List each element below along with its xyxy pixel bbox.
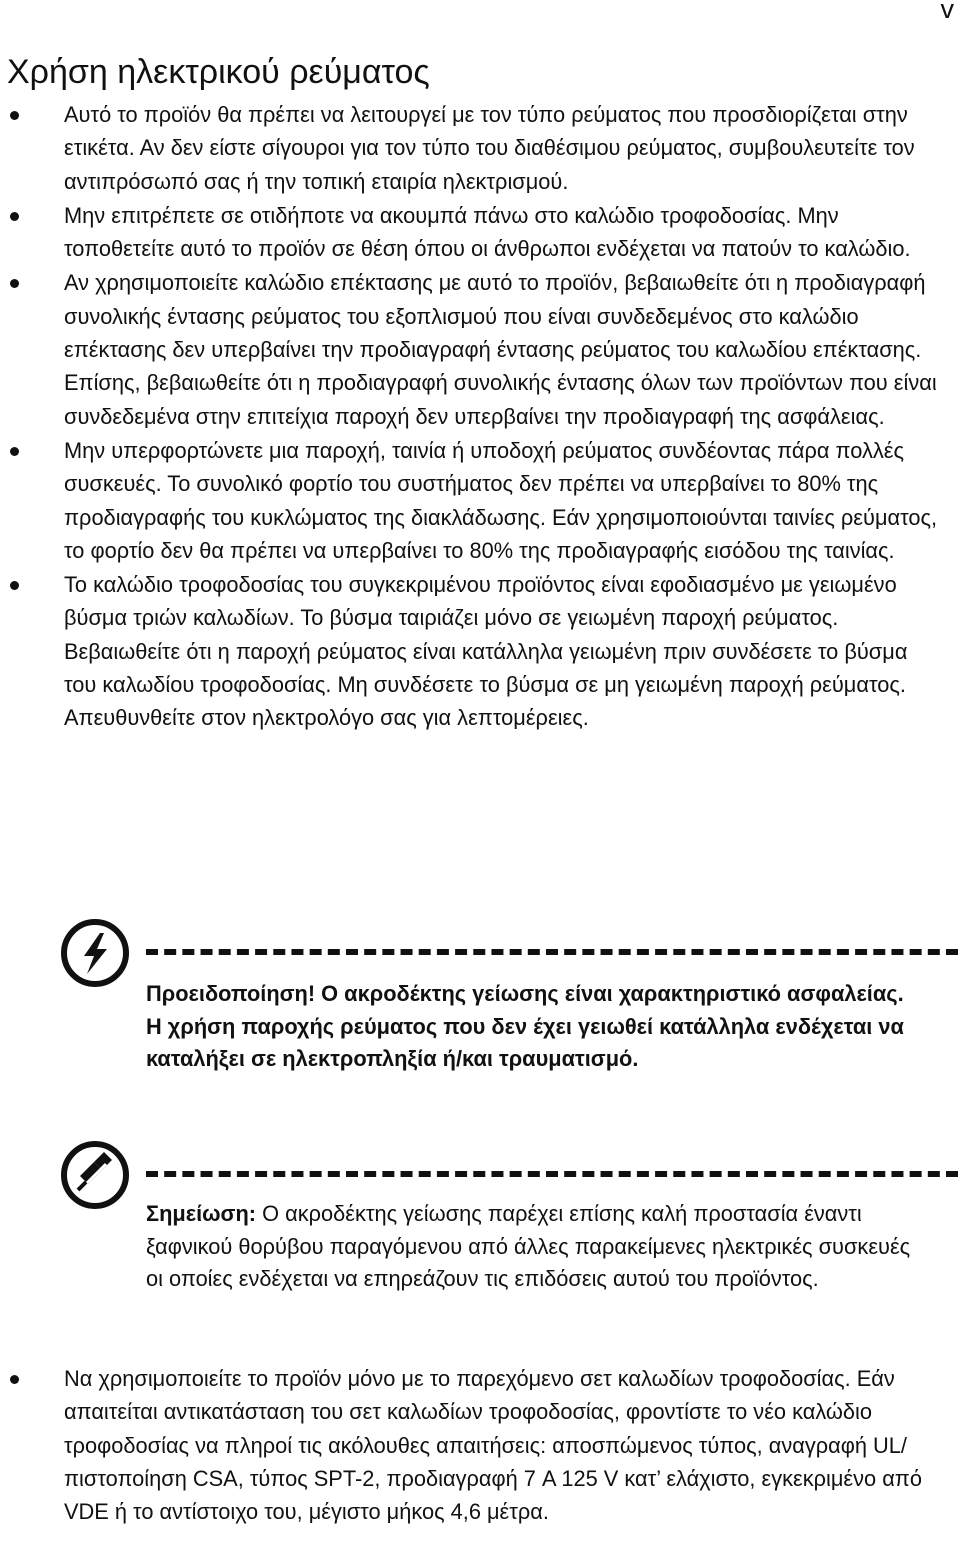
note-label: Σημείωση: [146,1201,257,1226]
list-item-text: Αυτό το προϊόν θα πρέπει να λειτουργεί με τον τύπο ρεύματος που προσδιορίζεται στην ετικέτα. Αν δεν είστε σίγουροι για τον τύπο του διαθέσιμου ρεύματος, συμβουλευτείτε τον αντιπρόσωπό σας ή την τοπική εταιρία ηλεκτρισμού. [64,102,915,194]
list-item [0,98,944,198]
list-item [0,1362,944,1528]
note-body: Ο ακροδέκτης γείωσης παρέχει επίσης καλή προστασία έναντι ξαφνικού θορύβου παραγόμενου από άλλες παρακείμενες ηλεκτρικές συσκευές οι οποίες ενδέχεται να επηρεάζουν τις επιδόσεις αυτού του προϊόντος. [146,1201,911,1291]
page-title: Χρήση ηλεκτρικού ρεύματος [7,53,430,91]
note-divider [146,1171,958,1177]
list-item [0,434,944,567]
bullet-icon [10,581,19,590]
list-item [0,266,944,432]
bullet-icon [10,111,19,120]
list-item-text: Να χρησιμοποιείτε το προϊόν μόνο με το παρεχόμενο σετ καλωδίων τροφοδοσίας. Εάν απαιτείται αντικατάσταση του σετ καλωδίων τροφοδοσίας, φροντίστε το νέο καλώδιο τροφοδοσίας να πληροί τις ακόλουθες απαιτήσεις: αποσπώμενος τύπος, αναγραφή UL/πιστοποίηση CSA, τύπος SPT-2, προδιαγραφή 7 A 125 V κατ’ ελάχιστο, εγκεκριμένο από VDE ή το αντίστοιχο του, μέγιστο μήκος 4,6 μέτρα. [64,1366,922,1525]
list-item-text: Μην επιτρέπετε σε οτιδήποτε να ακουμπά πάνω στο καλώδιο τροφοδοσίας. Μην τοποθετείτε αυτό το προϊόν σε θέση όπου οι άνθρωποι ενδέχεται να πατούν το καλώδιο. [64,202,911,262]
warning-text: Προειδοποίηση! Ο ακροδέκτης γείωσης είναι χαρακτηριστικό ασφαλείας. Η χρήση παροχής ρεύματος που δεν έχει γειωθεί κατάλληλα ενδέχεται να καταλήξει σε ηλεκτροπληξία ή/και τραυματισμό. [146,981,904,1071]
list-item [0,199,944,266]
bullet-list-bottom [0,1362,944,1529]
page-number: v [940,0,954,24]
list-item-text: Το καλώδιο τροφοδοσίας του συγκεκριμένου προϊόντος είναι εφοδιασμένο με γειωμένο βύσμα τριών καλωδίων. Το βύσμα ταιριάζει μόνο σε γειωμένη παροχή ρεύματος. Βεβαιωθείτε ότι η παροχή ρεύματος είναι κατάλληλα γειωμένη πριν συνδέσετε το βύσμα του καλωδίου τροφοδοσίας. Μη συνδέσετε το βύσμα σε μη γειωμένη παροχή ρεύματος. Απευθυνθείτε στον ηλεκτρολόγο σας για λεπτομέρειες. [64,572,908,731]
list-item [0,568,944,734]
bullet-icon [10,212,19,221]
bullet-icon [10,447,19,456]
list-item-text: Μην υπερφορτώνετε μια παροχή, ταινία ή υποδοχή ρεύματος συνδέοντας πάρα πολλές συσκευές. Το συνολικό φορτίο του συστήματος δεν πρέπει να υπερβαίνει το 80% της προδιαγραφής του κυκλώματος της διακλάδωσης. Εάν χρησιμοποιούνται ταινίες ρεύματος, το φορτίο δεν θα πρέπει να υπερβαίνει το 80% της προδιαγραφής εισόδου της ταινίας. [64,437,938,563]
warning-divider [146,949,958,955]
bullet-list-top [0,98,944,736]
bullet-icon [10,279,19,288]
note-text [146,1198,916,1296]
list-item-text: Αν χρησιμοποιείτε καλώδιο επέκτασης με αυτό το προϊόν, βεβαιωθείτε ότι η προδιαγραφή συνολικής έντασης ρεύματος του εξοπλισμού που είναι συνδεδεμένος στο καλώδιο επέκτασης δεν υπερβαίνει την προδιαγραφή έντασης ρεύματος του καλωδίου επέκτασης. Επίσης, βεβαιωθείτε ότι η προδιαγραφή συνολικής έντασης όλων των προϊόντων που είναι συνδεδεμένα στην επιτείχια παροχή δεν υπερβαίνει την προδιαγραφή της ασφάλειας. [64,270,937,429]
note-pen-icon [60,1140,130,1210]
bullet-icon [10,1375,19,1384]
lightning-warning-icon [60,918,130,988]
